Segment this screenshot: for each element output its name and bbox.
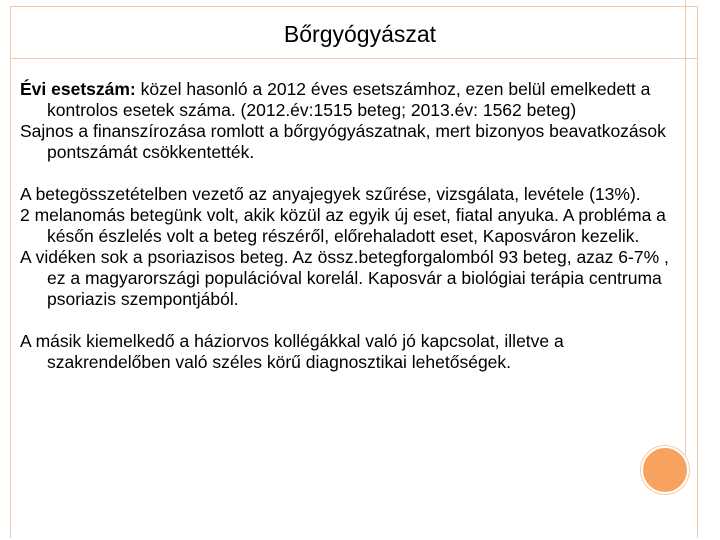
paragraph-financing: Sajnos a finanszírozása romlott a bőrgyógyászatnak, mert bizonyos beavatkozások pontszámát csökkentették. [20, 121, 666, 162]
paragraph-gp-relations: A másik kiemelkedő a háziorvos kollégákkal való jó kapcsolat, illetve a szakrendelőben való széles körű diagnosztikai lehetőségek. [20, 331, 564, 372]
decorative-circle [641, 446, 689, 494]
paragraph-melanoma: 2 melanomás betegünk volt, akik közül az egyik új eset, fiatal anyuka. A probléma a későn észlelés volt a beteg részéről, előrehaladott eset, Kaposváron kezelik. [20, 205, 666, 246]
slide-title: Bőrgyógyászat [283, 21, 437, 47]
paragraph-patient-composition: A betegösszetételben vezető az anyajegyek szűrése, vizsgálata, levétele (13%). [20, 184, 641, 204]
slide-body [20, 79, 680, 373]
paragraph-annual-cases [20, 79, 680, 121]
annual-cases-text: közel hasonló a 2012 éves esetszámhoz, ezen belül emelkedett a kontrolos esetek száma. (2012.év:1515 beteg; 2013.év: 1562 beteg) [47, 79, 651, 120]
annual-cases-label: Évi esetszám: [20, 79, 136, 99]
decorative-vertical-line [685, 0, 686, 455]
title-divider [10, 58, 698, 59]
paragraph-psoriasis: A vidéken sok a psoriazisos beteg. Az össz.betegforgalomból 93 beteg, azaz 6-7% , ez a magyarországi populációval korelál. Kaposvár a biológiai terápia centruma psoriazis szempontjából. [20, 247, 669, 309]
